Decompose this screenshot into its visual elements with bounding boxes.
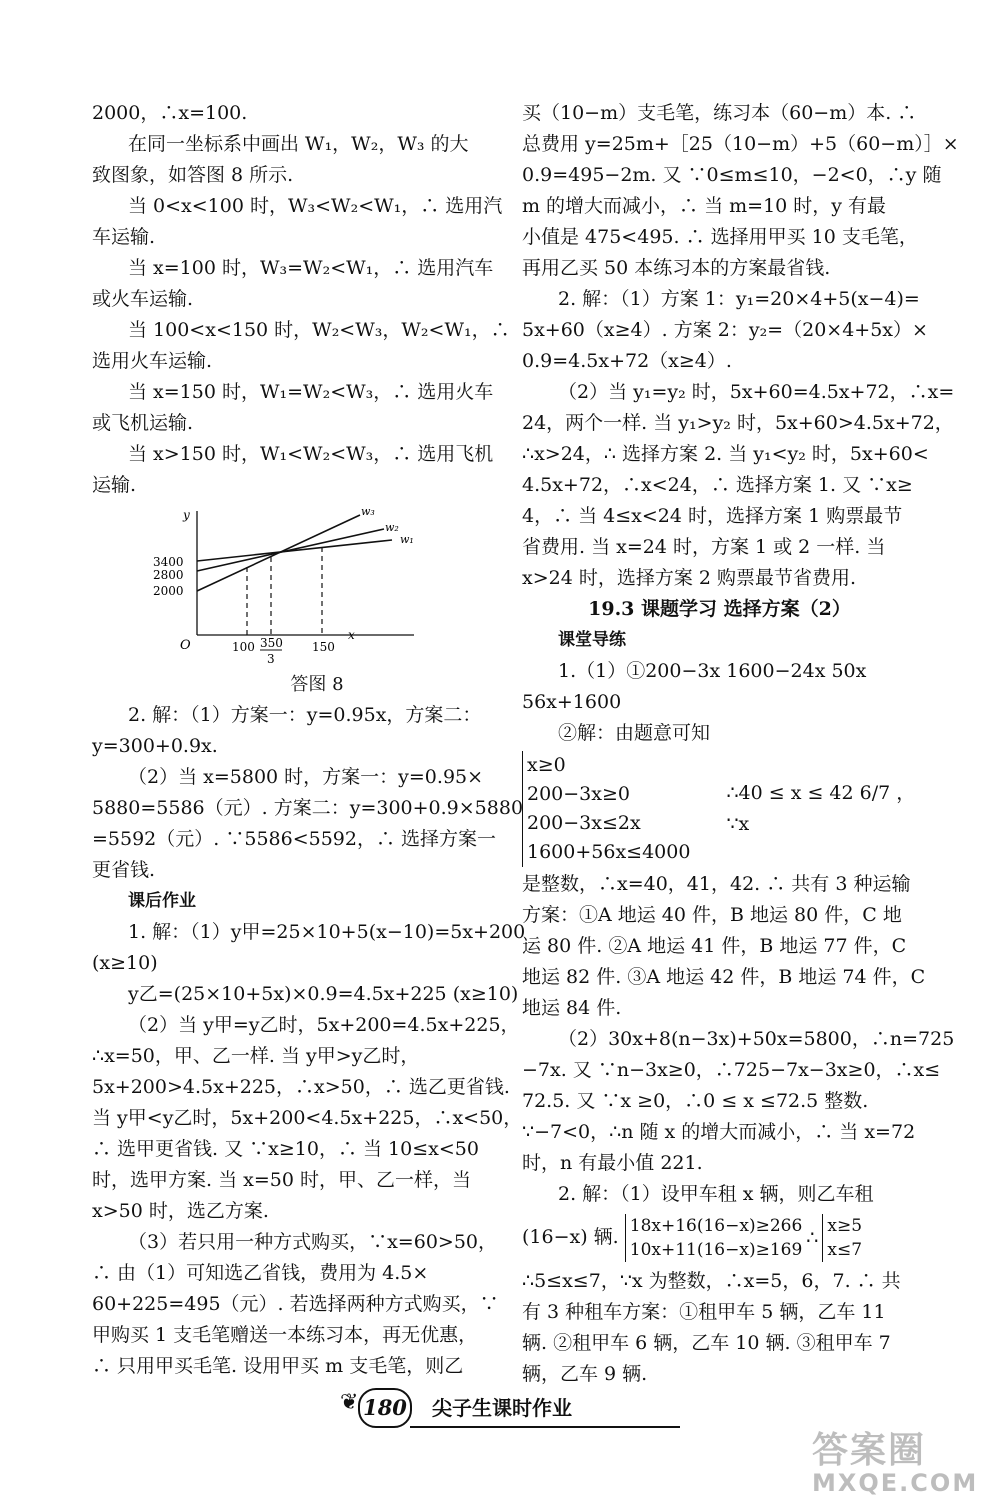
- text-line: 当 0<x<100 时，W₃<W₂<W₁，∴ 选用汽: [128, 195, 503, 217]
- origin-label: O: [180, 638, 191, 653]
- text-line: ∴ 选甲更省钱. 又 ∵x≥10，∴ 当 10≤x<50: [92, 1138, 479, 1160]
- text-line: 72.5. 又 ∵x ≥0，∴0 ≤ x ≤72.5 整数.: [522, 1090, 869, 1112]
- text-line: ②解：由题意可知: [558, 722, 711, 744]
- text-line: （2）当 y₁=y₂ 时，5x+60=4.5x+72，∴x=: [558, 381, 955, 403]
- section-heading: 19.3 课题学习 选择方案（2）: [588, 598, 851, 620]
- y-tick-label: 2000: [153, 584, 184, 598]
- text-line: 2. 解：（1）方案 1：y₁=20×4+5(x−4)=: [558, 288, 920, 310]
- inequality: 10x+11(16−x)≥169: [629, 1240, 803, 1260]
- section-title: 课后作业: [128, 891, 196, 911]
- text-line: ∴5≤x≤7，∵x 为整数，∴x=5，6，7. ∴ 共: [522, 1270, 901, 1292]
- text-line: 运输.: [92, 474, 137, 496]
- text-line: ∴ 只用甲买毛笔. 设用甲买 m 支毛笔，则乙: [92, 1355, 464, 1377]
- line-label: w₂: [385, 521, 399, 534]
- y-axis-label: y: [183, 508, 190, 522]
- text-line: 5x+200>4.5x+225，∴x>50，∴ 选乙更省钱.: [92, 1076, 510, 1098]
- w1-line: [197, 540, 392, 561]
- x-tick-label: 350: [260, 636, 283, 650]
- section-title: 课堂导练: [558, 630, 626, 650]
- text-line: ∴x=50，甲、乙一样. 当 y甲>y乙时，: [92, 1045, 420, 1067]
- text-line: 运 80 件. ②A 地运 41 件，B 地运 77 件，C: [522, 935, 907, 957]
- text-line: y=300+0.9x.: [92, 735, 218, 757]
- text-line: (x≥10): [92, 952, 158, 974]
- inequality-system: [522, 751, 917, 867]
- text-line: 在同一坐标系中画出 W₁，W₂，W₃ 的大: [128, 133, 469, 155]
- text-line: −7x. 又 ∵n−3x≥0，∴725−7x−3x≥0，∴x≤: [522, 1059, 941, 1081]
- text-line: 0.9=4.5x+72（x≥4）.: [522, 350, 732, 372]
- inequality: x≤7: [827, 1240, 863, 1260]
- text-line: （3）若只用一种方式购买，∵x=60>50，: [128, 1231, 497, 1253]
- x-axis-label: x: [348, 628, 355, 642]
- inequality: x≥5: [827, 1216, 863, 1236]
- text-line: 当 x=150 时，W₁=W₂<W₃，∴ 选用火车: [128, 381, 494, 403]
- text-line: 当 x>150 时，W₁<W₂<W₃，∴ 选用飞机: [128, 443, 494, 465]
- footer-rule: [410, 1426, 680, 1428]
- system-result: ∴40 ≤ x ≤ 42 6/7 ，∵x: [726, 782, 916, 835]
- text-line: 地运 84 件.: [522, 997, 622, 1019]
- text-line: 方案：①A 地运 40 件，B 地运 80 件，C 地: [522, 904, 902, 926]
- text-line: 4，∴ 当 4≤x<24 时，选择方案 1 购票最节: [522, 505, 903, 527]
- left-column: [92, 98, 526, 1382]
- w2-line: [197, 529, 384, 571]
- watermark-url: MXQE.COM: [812, 1469, 979, 1497]
- text-line: [522, 1214, 917, 1262]
- text-line: （2）当 y甲=y乙时，5x+200=4.5x+225，: [128, 1014, 520, 1036]
- text-line: 5880=5586（元）. 方案二：y=300+0.9×5880: [92, 797, 524, 819]
- text-line: 4.5x+72，∴x<24，∴ 选择方案 1. 又 ∵x≥: [522, 474, 913, 496]
- text-line: 致图象，如答图 8 所示.: [92, 164, 294, 186]
- text-line: 车运输.: [92, 226, 156, 248]
- text-line: x>24 时，选择方案 2 购票最节省费用.: [522, 567, 857, 589]
- inequality: 200−3x≥0: [527, 783, 630, 805]
- text-line: 24，两个一样. 当 y₁>y₂ 时，5x+60>4.5x+72，: [522, 412, 954, 434]
- y-tick-label: 3400: [153, 555, 184, 569]
- text-line: 5x+60（x≥4）. 方案 2：y₂=（20×4+5x）×: [522, 319, 928, 341]
- text-line: 时，选甲方案. 当 x=50 时，甲、乙一样，当: [92, 1169, 471, 1191]
- text-line: m 的增大而减小，∴ 当 m=10 时，y 有最: [522, 195, 887, 217]
- text-line: 2000，∴x=100.: [92, 102, 248, 124]
- inequality: 18x+16(16−x)≥266: [629, 1216, 803, 1236]
- line-label: w₁: [400, 533, 414, 546]
- text-line: （2）30x+8(n−3x)+50x=5800，∴n=725: [558, 1028, 955, 1050]
- inequality: 1600+56x≤4000: [527, 841, 691, 863]
- text-line: 再用乙买 50 本练习本的方案最省钱.: [522, 257, 831, 279]
- text-line: 当 y甲<y乙时，5x+200<4.5x+225，∴x<50，: [92, 1107, 523, 1129]
- page-footer: [340, 1384, 680, 1434]
- text-line: x>50 时，选乙方案.: [92, 1200, 269, 1222]
- text-line: 2. 解：（1）方案一：y=0.95x，方案二：: [128, 704, 482, 726]
- text-line: 56x+1600: [522, 691, 622, 713]
- x-tick-label: 3: [267, 652, 275, 666]
- text-line: 0.9=495−2m. 又 ∵0≤m≤10，−2<0，∴y 随: [522, 164, 942, 186]
- function-graph: [152, 507, 422, 667]
- w3-line: [197, 515, 360, 591]
- x-tick-label: 150: [312, 640, 335, 654]
- system-brace: [822, 1214, 862, 1262]
- text-line: 当 x=100 时，W₃=W₂<W₁，∴ 选用汽车: [128, 257, 494, 279]
- system-brace: [522, 751, 690, 867]
- text-line: 更省钱.: [92, 859, 156, 881]
- text-line: 总费用 y=25m+［25（10−m）+5（60−m）］×: [522, 133, 959, 155]
- text-line: 买（10−m）支毛笔，练习本（60−m）本. ∴: [522, 102, 917, 124]
- text-line: 或飞机运输.: [92, 412, 194, 434]
- text-line: 60+225=495（元）. 若选择两种方式购买，∵: [92, 1293, 499, 1315]
- text-line: 1. 解：（1）y甲=25×10+5(x−10)=5x+200: [128, 921, 526, 943]
- right-column: [522, 98, 959, 1390]
- inequality: 200−3x≤2x: [527, 812, 641, 834]
- swirl-ornament-icon: ❦: [340, 1390, 359, 1415]
- book-title: 尖子生课时作业: [432, 1396, 572, 1420]
- watermark-text: 答案圈: [812, 1430, 927, 1471]
- text-line: （2）当 x=5800 时，方案一：y=0.95×: [128, 766, 484, 788]
- sys2-prefix: (16−x) 辆.: [522, 1226, 619, 1248]
- text-line: 辆. ②租甲车 6 辆，乙车 10 辆. ③租甲车 7: [522, 1332, 891, 1354]
- text-line: 时，n 有最小值 221.: [522, 1152, 703, 1174]
- therefore-sign: ∴: [806, 1226, 819, 1249]
- text-line: 或火车运输.: [92, 288, 194, 310]
- text-line: 2. 解：（1）设甲车租 x 辆，则乙车租: [558, 1183, 874, 1205]
- text-line: 小值是 475<495. ∴ 选择用甲买 10 支毛笔，: [522, 226, 918, 248]
- watermark: [812, 1422, 992, 1502]
- page-number: 180: [358, 1388, 412, 1428]
- text-line: 甲购买 1 支毛笔赠送一本练习本，再无优惠，: [92, 1324, 478, 1346]
- text-line: =5592（元）. ∵5586<5592，∴ 选择方案一: [92, 828, 497, 850]
- text-line: 辆，乙车 9 辆.: [522, 1363, 648, 1385]
- figure-caption: 答图 8: [290, 674, 344, 695]
- text-line: 是整数，∴x=40，41，42. ∴ 共有 3 种运输: [522, 873, 911, 895]
- text-line: y乙=(25×10+5x)×0.9=4.5x+225 (x≥10): [128, 983, 519, 1005]
- text-line: 当 100<x<150 时，W₂<W₃，W₂<W₁，∴: [128, 319, 510, 341]
- x-tick-label: 100: [232, 640, 255, 654]
- system-brace: [625, 1214, 803, 1262]
- text-line: 选用火车运输.: [92, 350, 213, 372]
- text-line: 省费用. 当 x=24 时，方案 1 或 2 一样. 当: [522, 536, 886, 558]
- text-line: 有 3 种租车方案：①租甲车 5 辆，乙车 11: [522, 1301, 886, 1323]
- text-line: ∴ 由（1）可知选乙省钱，费用为 4.5×: [92, 1262, 429, 1284]
- text-line: ∵−7<0，∴n 随 x 的增大而减小，∴ 当 x=72: [522, 1121, 916, 1143]
- line-label: w₃: [361, 507, 375, 518]
- text-line: 1.（1）①200−3x 1600−24x 50x: [558, 660, 867, 682]
- inequality-system-2: [625, 1214, 862, 1262]
- y-tick-label: 2800: [153, 568, 184, 582]
- inequality: x≥0: [527, 754, 566, 776]
- text-line: 地运 82 件. ③A 地运 42 件，B 地运 74 件，C: [522, 966, 926, 988]
- text-line: ∴x>24，∴ 选择方案 2. 当 y₁<y₂ 时，5x+60<: [522, 443, 929, 465]
